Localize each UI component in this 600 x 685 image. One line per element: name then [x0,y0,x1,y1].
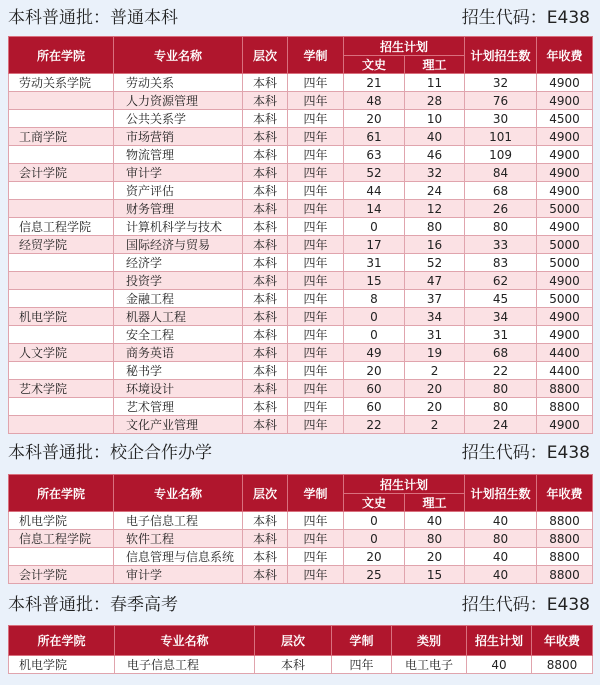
cell-level: 本科 [243,182,288,200]
header-college: 所在学院 [9,37,114,74]
cell-level: 本科 [243,218,288,236]
cell-major: 审计学 [114,566,243,584]
cell-total: 76 [465,92,537,110]
cell-fee: 5000 [537,200,593,218]
cell-fee: 4900 [537,92,593,110]
cell-fee: 4900 [537,272,593,290]
table-row [9,326,593,344]
cell-duration: 四年 [288,110,344,128]
cell-science: 2 [405,362,465,380]
cell-arts: 60 [344,380,405,398]
header-level: 层次 [243,475,288,512]
cell-fee: 4900 [537,182,593,200]
cell-arts: 17 [344,236,405,254]
cell-category: 电工电子 [392,656,467,674]
cell-college: 经贸学院 [9,236,114,254]
cell-college [9,182,114,200]
cell-college: 机电学院 [9,308,114,326]
cell-total: 24 [465,416,537,434]
cell-level: 本科 [243,146,288,164]
cell-fee: 4900 [537,308,593,326]
cell-science: 37 [405,290,465,308]
cell-college [9,200,114,218]
cell-arts: 0 [344,530,405,548]
cell-major: 安全工程 [114,326,243,344]
cell-level: 本科 [243,362,288,380]
cell-arts: 0 [344,326,405,344]
table-row [9,512,593,530]
header-major: 专业名称 [115,626,255,656]
cell-science: 46 [405,146,465,164]
cell-arts: 61 [344,128,405,146]
cell-duration: 四年 [288,182,344,200]
cell-major: 审计学 [114,164,243,182]
table-row [9,92,593,110]
cell-fee: 4900 [537,74,593,92]
header-duration: 学制 [332,626,392,656]
cell-science: 11 [405,74,465,92]
table-row [9,344,593,362]
cell-arts: 31 [344,254,405,272]
cell-total: 80 [465,398,537,416]
table-row [9,128,593,146]
cell-duration: 四年 [288,308,344,326]
cell-major: 艺术管理 [114,398,243,416]
table-row [9,566,593,584]
cell-level: 本科 [243,530,288,548]
cell-duration: 四年 [288,128,344,146]
cell-science: 40 [405,512,465,530]
cell-fee: 8800 [537,380,593,398]
cell-level: 本科 [243,164,288,182]
cell-major: 环境设计 [114,380,243,398]
cell-duration: 四年 [288,254,344,272]
header-category: 类别 [392,626,467,656]
cell-college: 会计学院 [9,566,114,584]
cell-total: 40 [465,548,537,566]
cell-major: 文化产业管理 [114,416,243,434]
cell-major: 信息管理与信息系统 [114,548,243,566]
cell-college [9,416,114,434]
admission-code: 招生代码：E438 [461,8,590,28]
cell-duration: 四年 [288,200,344,218]
cell-science: 52 [405,254,465,272]
cell-total: 68 [465,344,537,362]
header-plan: 招生计划 [344,475,465,494]
cell-college: 信息工程学院 [9,218,114,236]
cell-duration: 四年 [288,164,344,182]
cell-major: 秘书学 [114,362,243,380]
cell-duration: 四年 [288,272,344,290]
cell-fee: 4900 [537,128,593,146]
cell-total: 34 [465,308,537,326]
cell-duration: 四年 [288,74,344,92]
cell-level: 本科 [243,236,288,254]
cell-fee: 8800 [537,530,593,548]
section-header-spring [6,592,594,618]
table-row [9,548,593,566]
cell-major: 投资学 [114,272,243,290]
cell-total: 101 [465,128,537,146]
cell-duration: 四年 [288,92,344,110]
cell-fee: 4400 [537,344,593,362]
cell-major: 商务英语 [114,344,243,362]
cell-level: 本科 [243,92,288,110]
cell-major: 人力资源管理 [114,92,243,110]
cell-total: 80 [465,380,537,398]
cell-level: 本科 [243,326,288,344]
cell-arts: 21 [344,74,405,92]
cell-college [9,398,114,416]
cell-college: 艺术学院 [9,380,114,398]
cell-major: 财务管理 [114,200,243,218]
cell-college: 信息工程学院 [9,530,114,548]
cell-level: 本科 [243,566,288,584]
cell-duration: 四年 [288,512,344,530]
cell-fee: 4900 [537,416,593,434]
cell-plan: 40 [467,656,532,674]
cell-total: 109 [465,146,537,164]
cell-level: 本科 [243,398,288,416]
cell-fee: 4500 [537,110,593,128]
header-total: 计划招生数 [465,475,537,512]
cell-science: 20 [405,398,465,416]
cell-duration: 四年 [288,344,344,362]
cell-major: 公共关系学 [114,110,243,128]
header-science: 理工 [405,494,465,512]
header-college: 所在学院 [9,626,115,656]
header-major: 专业名称 [114,475,243,512]
cell-college [9,92,114,110]
cell-total: 32 [465,74,537,92]
cell-college: 劳动关系学院 [9,74,114,92]
cell-total: 31 [465,326,537,344]
cell-science: 40 [405,128,465,146]
cell-college: 人文学院 [9,344,114,362]
cell-level: 本科 [243,74,288,92]
cell-college [9,272,114,290]
table-row [9,182,593,200]
table-row [9,656,593,674]
cell-level: 本科 [243,110,288,128]
cell-fee: 4400 [537,362,593,380]
cell-college [9,254,114,272]
cell-science: 16 [405,236,465,254]
table-row [9,308,593,326]
header-level: 层次 [255,626,332,656]
cell-college [9,146,114,164]
cell-arts: 0 [344,308,405,326]
cell-level: 本科 [243,512,288,530]
table-row [9,218,593,236]
header-total: 计划招生数 [465,37,537,74]
cell-fee: 4900 [537,218,593,236]
cell-college: 会计学院 [9,164,114,182]
table-row [9,362,593,380]
header-science: 理工 [405,56,465,74]
admission-code: 招生代码：E438 [461,443,590,463]
cell-science: 20 [405,548,465,566]
cell-total: 22 [465,362,537,380]
section-title: 本科普通批：春季高考 [8,595,178,615]
header-arts: 文史 [344,494,405,512]
header-college: 所在学院 [9,475,114,512]
cell-science: 12 [405,200,465,218]
cell-duration: 四年 [288,146,344,164]
cell-science: 34 [405,308,465,326]
cell-fee: 8800 [532,656,593,674]
cell-arts: 0 [344,218,405,236]
cell-total: 45 [465,290,537,308]
cell-fee: 4900 [537,164,593,182]
cell-fee: 5000 [537,290,593,308]
cell-level: 本科 [243,254,288,272]
header-fee: 年收费 [537,37,593,74]
section-title: 本科普通批：校企合作办学 [8,443,212,463]
cell-fee: 8800 [537,398,593,416]
cell-duration: 四年 [288,530,344,548]
cell-total: 62 [465,272,537,290]
cell-total: 33 [465,236,537,254]
cell-duration: 四年 [288,548,344,566]
table-row [9,110,593,128]
cell-major: 资产评估 [114,182,243,200]
spring-exam-table [8,625,593,674]
table-row [9,416,593,434]
cell-college [9,110,114,128]
header-duration: 学制 [288,475,344,512]
cell-arts: 63 [344,146,405,164]
header-duration: 学制 [288,37,344,74]
cell-science: 31 [405,326,465,344]
cell-fee: 4900 [537,326,593,344]
table-row [9,236,593,254]
cell-total: 80 [465,530,537,548]
cell-college: 工商学院 [9,128,114,146]
cell-level: 本科 [243,344,288,362]
section-header-regular [6,5,594,31]
cell-college [9,548,114,566]
table-row [9,290,593,308]
table-row [9,200,593,218]
regular-undergrad-table [8,36,593,434]
cell-arts: 44 [344,182,405,200]
cell-fee: 8800 [537,512,593,530]
cooperative-table [8,474,593,584]
cell-duration: 四年 [288,380,344,398]
cell-duration: 四年 [288,362,344,380]
cell-college: 机电学院 [9,656,115,674]
cell-major: 电子信息工程 [114,512,243,530]
cell-arts: 15 [344,272,405,290]
cell-total: 80 [465,218,537,236]
header-level: 层次 [243,37,288,74]
cell-major: 市场营销 [114,128,243,146]
cell-fee: 8800 [537,566,593,584]
cell-arts: 0 [344,512,405,530]
cell-level: 本科 [243,128,288,146]
cell-duration: 四年 [288,290,344,308]
cell-arts: 49 [344,344,405,362]
cell-science: 80 [405,218,465,236]
cell-arts: 20 [344,110,405,128]
cell-arts: 20 [344,548,405,566]
header-fee: 年收费 [537,475,593,512]
table-row [9,530,593,548]
header-fee: 年收费 [532,626,593,656]
cell-science: 15 [405,566,465,584]
cell-major: 物流管理 [114,146,243,164]
cell-arts: 25 [344,566,405,584]
cell-total: 26 [465,200,537,218]
cell-level: 本科 [243,272,288,290]
cell-science: 2 [405,416,465,434]
cell-arts: 60 [344,398,405,416]
cell-total: 83 [465,254,537,272]
table-row [9,74,593,92]
cell-duration: 四年 [288,326,344,344]
cell-fee: 5000 [537,254,593,272]
cell-major: 电子信息工程 [115,656,255,674]
cell-science: 80 [405,530,465,548]
cell-college [9,326,114,344]
header-plan: 招生计划 [344,37,465,56]
cell-arts: 22 [344,416,405,434]
cell-arts: 48 [344,92,405,110]
header-major: 专业名称 [114,37,243,74]
cell-duration: 四年 [332,656,392,674]
cell-level: 本科 [255,656,332,674]
cell-major: 劳动关系 [114,74,243,92]
cell-duration: 四年 [288,236,344,254]
cell-total: 30 [465,110,537,128]
cell-science: 19 [405,344,465,362]
header-plan: 招生计划 [467,626,532,656]
cell-total: 40 [465,512,537,530]
cell-duration: 四年 [288,218,344,236]
cell-major: 经济学 [114,254,243,272]
cell-total: 68 [465,182,537,200]
cell-level: 本科 [243,290,288,308]
header-arts: 文史 [344,56,405,74]
cell-level: 本科 [243,200,288,218]
admission-code: 招生代码：E438 [461,595,590,615]
cell-level: 本科 [243,548,288,566]
table-row [9,146,593,164]
cell-duration: 四年 [288,566,344,584]
cell-arts: 52 [344,164,405,182]
cell-science: 24 [405,182,465,200]
cell-duration: 四年 [288,416,344,434]
cell-college: 机电学院 [9,512,114,530]
cell-fee: 4900 [537,146,593,164]
cell-level: 本科 [243,380,288,398]
cell-major: 国际经济与贸易 [114,236,243,254]
cell-science: 47 [405,272,465,290]
cell-science: 32 [405,164,465,182]
cell-fee: 8800 [537,548,593,566]
cell-college [9,362,114,380]
table-row [9,254,593,272]
section-header-cooperative [6,440,594,466]
section-title: 本科普通批：普通本科 [8,8,178,28]
cell-total: 40 [465,566,537,584]
cell-major: 金融工程 [114,290,243,308]
table-row [9,398,593,416]
cell-level: 本科 [243,308,288,326]
cell-fee: 5000 [537,236,593,254]
cell-college [9,290,114,308]
cell-arts: 8 [344,290,405,308]
cell-arts: 14 [344,200,405,218]
cell-science: 28 [405,92,465,110]
cell-major: 机器人工程 [114,308,243,326]
cell-major: 计算机科学与技术 [114,218,243,236]
table-row [9,272,593,290]
table-row [9,164,593,182]
cell-science: 10 [405,110,465,128]
table-row [9,380,593,398]
cell-total: 84 [465,164,537,182]
cell-major: 软件工程 [114,530,243,548]
cell-arts: 20 [344,362,405,380]
cell-duration: 四年 [288,398,344,416]
cell-level: 本科 [243,416,288,434]
cell-science: 20 [405,380,465,398]
